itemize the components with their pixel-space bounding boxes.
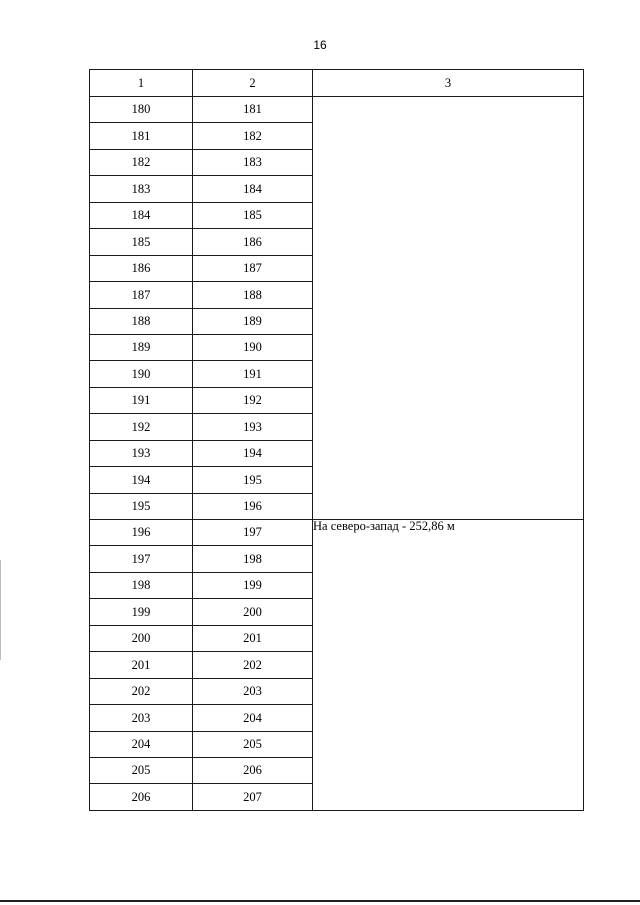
point-from-cell: 183 (90, 176, 193, 202)
point-from-cell: 188 (90, 308, 193, 334)
point-from-cell: 186 (90, 255, 193, 281)
point-from-cell: 182 (90, 149, 193, 175)
point-to-cell: 198 (193, 546, 313, 572)
point-to-cell: 181 (193, 97, 313, 123)
point-from-cell: 193 (90, 440, 193, 466)
boundary-table (89, 69, 584, 811)
column-header-2: 2 (193, 70, 313, 97)
table-header-row (90, 70, 584, 97)
point-from-cell: 196 (90, 520, 193, 546)
point-from-cell: 180 (90, 97, 193, 123)
point-to-cell: 194 (193, 440, 313, 466)
point-to-cell: 186 (193, 229, 313, 255)
point-from-cell: 184 (90, 202, 193, 228)
direction-description-cell (313, 97, 584, 520)
point-from-cell: 203 (90, 705, 193, 731)
point-to-cell: 202 (193, 652, 313, 678)
point-to-cell: 189 (193, 308, 313, 334)
point-to-cell: 196 (193, 493, 313, 519)
point-to-cell: 188 (193, 282, 313, 308)
point-to-cell: 184 (193, 176, 313, 202)
point-from-cell: 200 (90, 625, 193, 651)
point-from-cell: 197 (90, 546, 193, 572)
point-to-cell: 195 (193, 467, 313, 493)
point-from-cell: 192 (90, 414, 193, 440)
point-to-cell: 190 (193, 334, 313, 360)
table-row (90, 520, 584, 546)
point-to-cell: 205 (193, 731, 313, 757)
point-to-cell: 183 (193, 149, 313, 175)
column-header-3: 3 (313, 70, 584, 97)
table-body (90, 97, 584, 811)
point-to-cell: 204 (193, 705, 313, 731)
point-from-cell: 205 (90, 757, 193, 783)
point-from-cell: 187 (90, 282, 193, 308)
point-from-cell: 198 (90, 572, 193, 598)
point-from-cell: 204 (90, 731, 193, 757)
point-from-cell: 185 (90, 229, 193, 255)
point-to-cell: 185 (193, 202, 313, 228)
point-to-cell: 201 (193, 625, 313, 651)
point-from-cell: 194 (90, 467, 193, 493)
scan-edge-mark (0, 560, 1, 660)
scan-bottom-rule (0, 900, 640, 902)
table-row (90, 97, 584, 123)
point-to-cell: 206 (193, 757, 313, 783)
page-number: 16 (313, 38, 327, 52)
point-to-cell: 182 (193, 123, 313, 149)
point-from-cell: 201 (90, 652, 193, 678)
point-to-cell: 193 (193, 414, 313, 440)
point-from-cell: 199 (90, 599, 193, 625)
point-to-cell: 191 (193, 361, 313, 387)
point-from-cell: 190 (90, 361, 193, 387)
column-header-1: 1 (90, 70, 193, 97)
direction-description-cell: На северо-запад - 252,86 м (313, 520, 584, 811)
point-from-cell: 195 (90, 493, 193, 519)
point-to-cell: 199 (193, 572, 313, 598)
point-from-cell: 202 (90, 678, 193, 704)
point-from-cell: 191 (90, 387, 193, 413)
point-from-cell: 189 (90, 334, 193, 360)
point-to-cell: 197 (193, 520, 313, 546)
point-to-cell: 203 (193, 678, 313, 704)
point-from-cell: 206 (90, 784, 193, 810)
point-from-cell: 181 (90, 123, 193, 149)
point-to-cell: 207 (193, 784, 313, 810)
point-to-cell: 200 (193, 599, 313, 625)
point-to-cell: 192 (193, 387, 313, 413)
point-to-cell: 187 (193, 255, 313, 281)
